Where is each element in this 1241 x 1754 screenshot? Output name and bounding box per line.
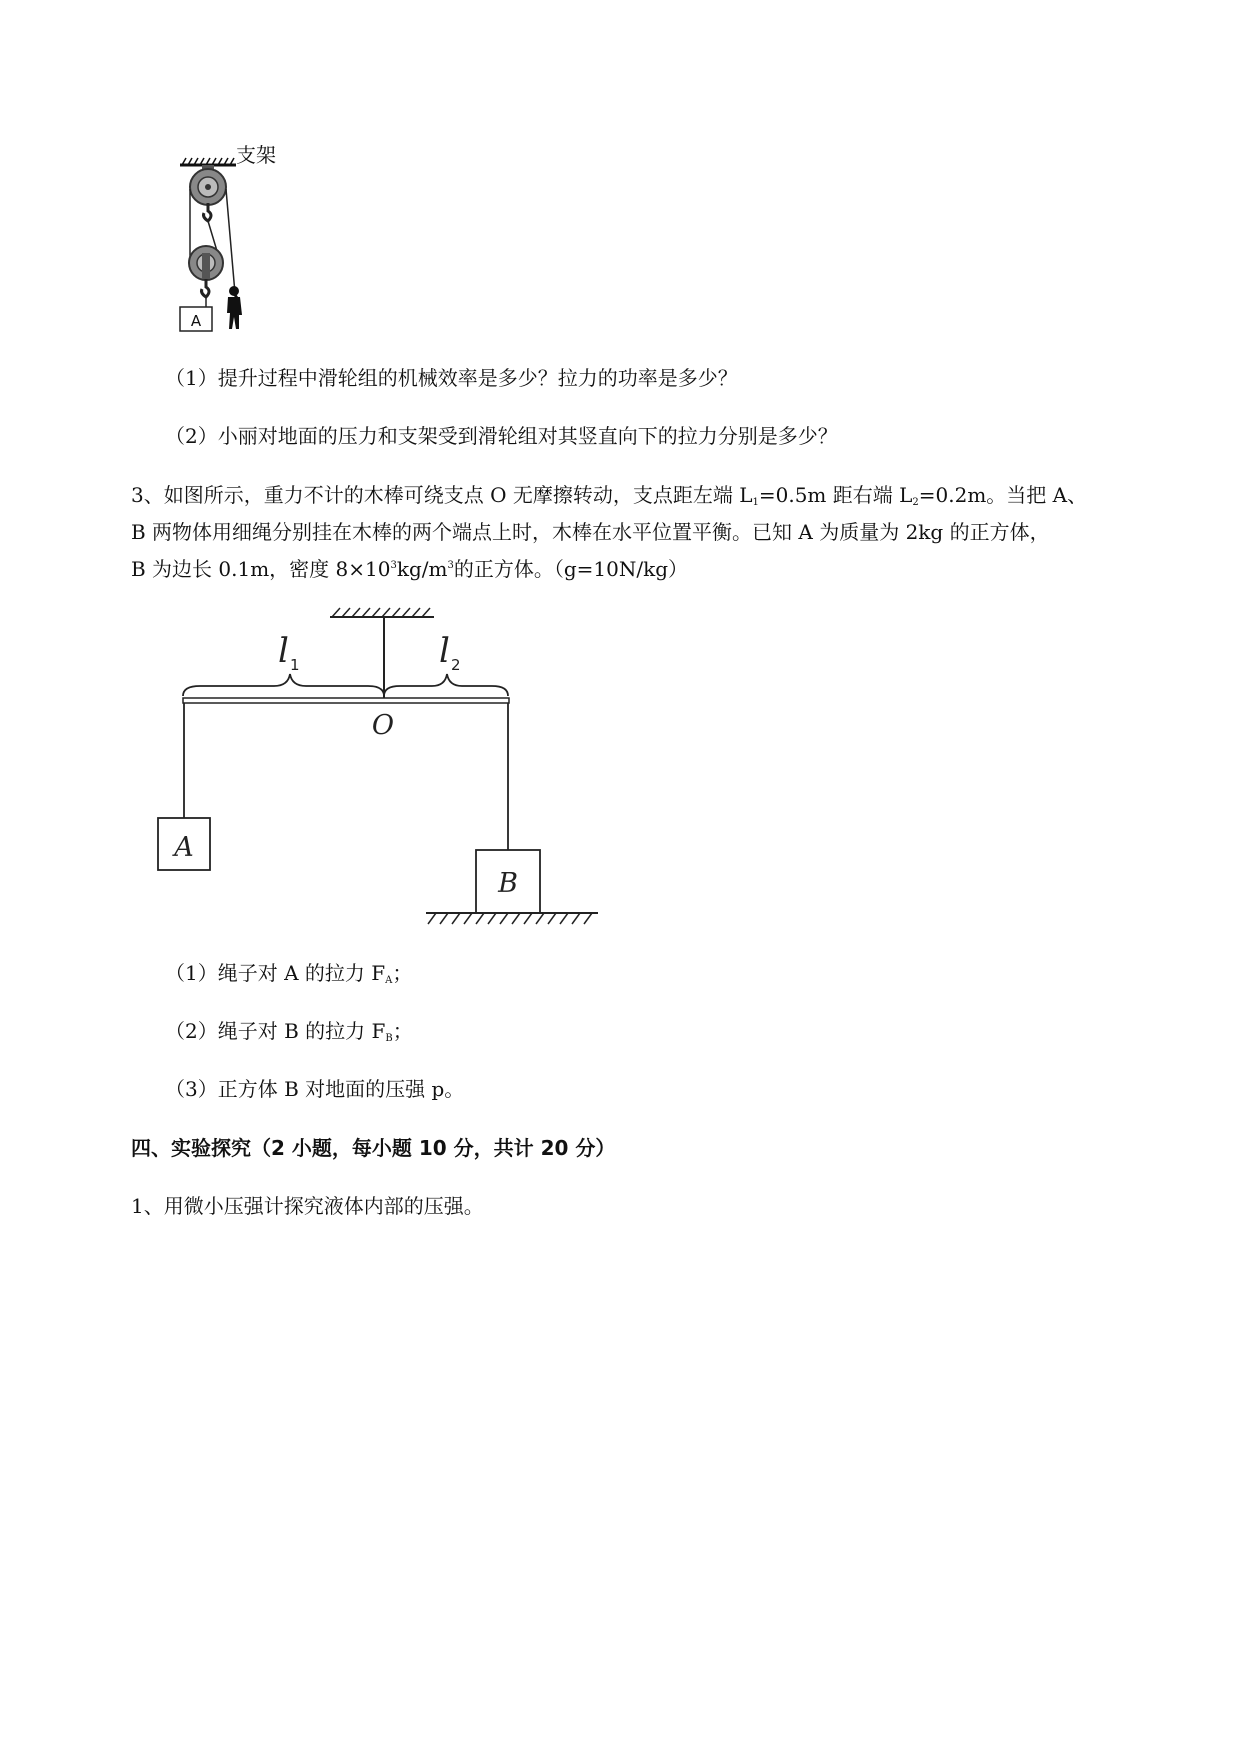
- q3-line2: B 两物体用细绳分别挂在木棒的两个端点上时，木棒在水平位置平衡。已知 A 为质量为 2kg 的正方体，: [131, 520, 1050, 544]
- label-l2: l: [439, 631, 450, 671]
- section4-q1: 1、用微小压强计探究液体内部的压强。: [131, 1194, 484, 1218]
- label-block-a: A: [174, 832, 194, 863]
- label-l1-sub: 1: [290, 656, 300, 674]
- label-block-b: B: [498, 868, 518, 899]
- q3-sub1: （1）绳子对 A 的拉力 $F_A$；: [165, 961, 413, 986]
- q2-sub1: （1）提升过程中滑轮组的机械效率是多少？拉力的功率是多少？: [165, 366, 738, 390]
- person-icon: [227, 286, 242, 329]
- q2-sub2: （2）小丽对地面的压力和支架受到滑轮组对其竖直向下的拉力分别是多少？: [165, 424, 838, 448]
- pulley-block-label: A: [190, 312, 202, 330]
- label-l2-sub: 2: [451, 656, 461, 674]
- section4-heading: 四、实验探究（2 小题，每小题 10 分，共计 20 分）: [131, 1136, 616, 1160]
- q3-line3: B 为边长 0.1m，密度 $8\times 10^3kg/m^3$的正方体。（g=10N/kg）: [131, 557, 689, 581]
- q3-sub2: （2）绳子对 B 的拉力 $F_B$；: [165, 1019, 413, 1044]
- pulley-figure: [170, 145, 310, 375]
- q3-line1: 3、如图所示，重力不计的木棒可绕支点 O 无摩擦转动，支点距左端 $L_1=0.5m$ 距右端 $L_2=0.2m$。当把 A、: [131, 483, 1088, 508]
- q3-sub3: （3）正方体 B 对地面的压强 p。: [165, 1077, 465, 1101]
- label-pivot-o: O: [371, 710, 395, 741]
- bracket-label: 支架: [236, 143, 276, 167]
- label-l1: l: [278, 631, 289, 671]
- lever-figure: [150, 600, 610, 935]
